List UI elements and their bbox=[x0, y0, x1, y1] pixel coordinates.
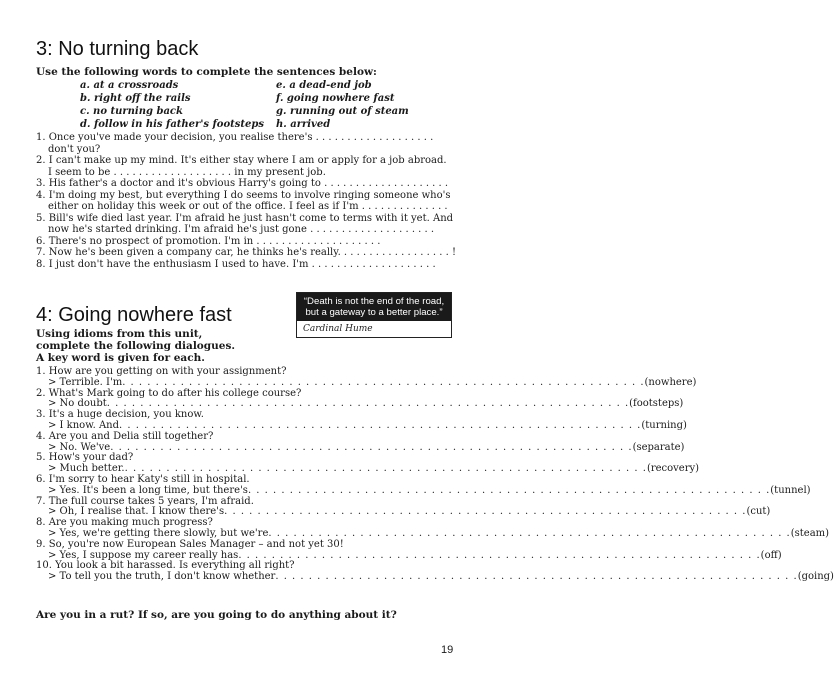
dialogue-question: 6. I'm sorry to hear Katy's still in hospital. bbox=[36, 473, 250, 485]
dialogue-question: 5. How's your dad? bbox=[36, 452, 134, 464]
answer-blank: . . . . . . . . . . . . . . . . . . . . . . . . . . . . . . . . . . . . . . . . . . . . . . . . . . . . . . . . . . . . . . . bbox=[122, 376, 645, 388]
quote-text: “Death is not the end of the road, but a gateway to a better place.” bbox=[297, 293, 451, 321]
key-word: (nowhere) bbox=[644, 376, 697, 388]
dialogue-question: 7. The full course takes 5 years, I'm afraid. bbox=[36, 495, 254, 507]
dialogue-question: 10. You look a bit harassed. Is everything all right? bbox=[36, 560, 295, 572]
dialogue-question: 9. So, you're now European Sales Manager – and not yet 30! bbox=[36, 538, 344, 550]
answer-blank: . . . . . . . . . . . . . . . . . . . . . . . . . . . . . . . . . . . . . . . . . . . . . . . . . . . . . . . . . . . . . . . bbox=[247, 484, 771, 496]
section1-instruction: Use the following words to complete the sentences below: bbox=[36, 66, 377, 78]
quote-author: Cardinal Hume bbox=[303, 324, 373, 334]
section-title-going-nowhere-fast: 4: Going nowhere fast bbox=[36, 304, 232, 326]
sentence-line: 3. His father's a doctor and it's obvious Harry's going to . . . . . . . . . . . . . . . . . . . . bbox=[36, 178, 449, 189]
quote-box bbox=[296, 292, 452, 338]
answer-prompt: > To tell you the truth, I don't know whether bbox=[48, 571, 276, 583]
dialogue-list bbox=[36, 366, 834, 583]
answer-prompt: > No doubt bbox=[48, 398, 107, 410]
word-option: g. running out of steam bbox=[276, 106, 409, 117]
answer-prompt: > No. We've bbox=[48, 441, 111, 453]
key-word: (recovery) bbox=[646, 463, 700, 475]
answer-blank: . . . . . . . . . . . . . . . . . . . . . . . . . . . . . . . . . . . . . . . . . . . . . . . . . . . . . . . . . . . . . . . bbox=[106, 398, 630, 410]
dialogue-question: 4. Are you and Delia still together? bbox=[36, 430, 214, 442]
key-word: (footsteps) bbox=[629, 398, 684, 410]
answer-blank: . . . . . . . . . . . . . . . . . . . . . . . . . . . . . . . . . . . . . . . . . . . . . . . . . . . . . . . . . . . . . . . bbox=[224, 506, 747, 518]
word-option: e. a dead-end job bbox=[276, 80, 372, 91]
answer-blank: . . . . . . . . . . . . . . . . . . . . . . . . . . . . . . . . . . . . . . . . . . . . . . . . . . . . . . . . . . . . . . . bbox=[238, 549, 761, 561]
dialogue-question: 1. How are you getting on with your assignment? bbox=[36, 366, 287, 377]
answer-blank: . . . . . . . . . . . . . . . . . . . . . . . . . . . . . . . . . . . . . . . . . . . . . . . . . . . . . . . . . . . . . . . bbox=[275, 571, 798, 583]
word-option: h. arrived bbox=[276, 119, 331, 130]
sentence-list bbox=[36, 132, 466, 270]
sentence-line: 5. Bill's wife died last year. I'm afraid he just hasn't come to terms with it yet. And bbox=[36, 212, 454, 224]
sentence-item bbox=[36, 259, 466, 271]
sentence-continuation: either on holiday this week or out of the office. I feel as if I'm . . . . . . . . . . . . . . bbox=[48, 201, 448, 212]
sentence-continuation: now he's started drinking. I'm afraid he's just gone . . . . . . . . . . . . . . . . . . . . bbox=[48, 224, 435, 235]
sentence-line: 8. I just don't have the enthusiasm I used to have. I'm . . . . . . . . . . . . . . . . . . . . bbox=[36, 258, 436, 270]
sentence-item bbox=[36, 247, 466, 259]
answer-prompt: > Oh, I realise that. I know there's bbox=[48, 506, 225, 518]
word-option: f. going nowhere fast bbox=[276, 93, 395, 104]
sentence-item bbox=[36, 132, 466, 155]
key-word: (turning) bbox=[641, 419, 687, 431]
sentence-continuation: don't you? bbox=[48, 143, 101, 155]
section-title-no-turning-back: 3: No turning back bbox=[36, 38, 199, 60]
word-option: c. no turning back bbox=[80, 106, 183, 117]
dialogue-answer bbox=[36, 376, 697, 389]
sentence-line: 2. I can't make up my mind. It's either stay where I am or apply for a job abroad. bbox=[36, 155, 447, 166]
answer-prompt: > I know. And bbox=[48, 419, 120, 431]
answer-blank: . . . . . . . . . . . . . . . . . . . . . . . . . . . . . . . . . . . . . . . . . . . . . . . . . . . . . . . . . . . . . . . bbox=[110, 441, 633, 453]
key-word: (cut) bbox=[746, 506, 771, 518]
word-bank-row bbox=[80, 106, 440, 119]
key-word: (tunnel) bbox=[770, 484, 811, 496]
answer-prompt: > Terrible. I'm bbox=[48, 376, 123, 388]
word-bank bbox=[80, 80, 440, 132]
section2-instruction: Using idioms from this unit, complete the following dialogues. A key word is given for each. bbox=[36, 328, 236, 364]
page-number: 19 bbox=[441, 644, 454, 656]
word-bank-row bbox=[80, 119, 440, 132]
sentence-continuation: I seem to be . . . . . . . . . . . . . . . . . . . in my present job. bbox=[48, 166, 326, 178]
sentence-item bbox=[36, 236, 466, 248]
key-word: (going) bbox=[797, 571, 834, 583]
key-word: (separate) bbox=[632, 441, 685, 453]
answer-blank: . . . . . . . . . . . . . . . . . . . . . . . . . . . . . . . . . . . . . . . . . . . . . . . . . . . . . . . . . . . . . . . bbox=[268, 527, 791, 539]
dialogue-question: 2. What's Mark going to do after his college course? bbox=[36, 387, 302, 399]
closing-question: Are you in a rut? If so, are you going to do anything about it? bbox=[36, 609, 397, 621]
word-option: d. follow in his father's footsteps bbox=[80, 119, 264, 130]
word-bank-row bbox=[80, 93, 440, 106]
sentence-item bbox=[36, 155, 466, 178]
key-word: (off) bbox=[760, 549, 782, 561]
dialogue-answer bbox=[36, 571, 834, 583]
key-word: (steam) bbox=[790, 527, 830, 539]
dialogue-question: 3. It's a huge decision, you know. bbox=[36, 409, 204, 421]
dialogue-answer bbox=[36, 484, 811, 497]
word-bank-row bbox=[80, 80, 440, 93]
answer-prompt: > Much better. bbox=[48, 463, 125, 475]
answer-blank: . . . . . . . . . . . . . . . . . . . . . . . . . . . . . . . . . . . . . . . . . . . . . . . . . . . . . . . . . . . . . . . bbox=[124, 463, 647, 475]
answer-prompt: > Yes, I suppose my career really has bbox=[48, 549, 239, 561]
word-option: b. right off the rails bbox=[80, 93, 191, 104]
answer-prompt: > Yes, we're getting there slowly, but we're bbox=[48, 527, 269, 539]
answer-prompt: > Yes. It's been a long time, but there's bbox=[48, 484, 248, 496]
sentence-line: 4. I'm doing my best, but everything I do seems to involve ringing someone who's bbox=[36, 189, 451, 201]
word-option: a. at a crossroads bbox=[80, 80, 179, 91]
sentence-line: 7. Now he's been given a company car, he thinks he's really. . . . . . . . . . . . . . . . . . ! bbox=[36, 247, 457, 258]
dialogue-question: 8. Are you making much progress? bbox=[36, 517, 213, 529]
answer-blank: . . . . . . . . . . . . . . . . . . . . . . . . . . . . . . . . . . . . . . . . . . . . . . . . . . . . . . . . . . . . . . . bbox=[119, 419, 642, 431]
sentence-item bbox=[36, 190, 466, 213]
sentence-line: 6. There's no prospect of promotion. I'm in . . . . . . . . . . . . . . . . . . . . bbox=[36, 235, 381, 247]
sentence-item bbox=[36, 178, 466, 190]
sentence-item bbox=[36, 213, 466, 236]
sentence-line: 1. Once you've made your decision, you realise there's . . . . . . . . . . . . . . . . . . . bbox=[36, 132, 434, 143]
